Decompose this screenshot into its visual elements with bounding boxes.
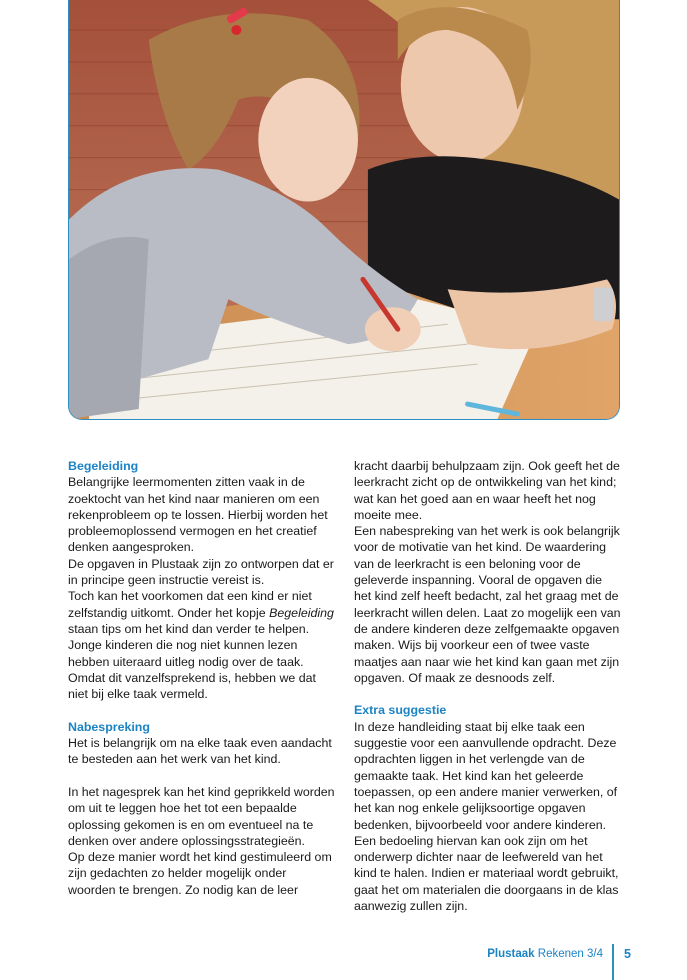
right-column [354,458,622,914]
paragraph: Op deze manier wordt het kind gestimuleerd om zijn gedachten zo helder mogelijk onder woorden te brengen. Zo nodig kan de leer [68,850,332,897]
paragraph: kracht daarbij behulpzaam zijn. Ook geeft het de leerkracht zicht op de ontwikkeling van het kind; wat kan het goed aan en waar heeft het nog moeite mee. [354,459,620,522]
paragraph: Jonge kinderen die nog niet kunnen lezen hebben uiteraard uitleg nodig over de taak. Omdat dit vanzelfsprekend is, hebben we dat niet bij elke taak vermeld. [68,638,316,702]
paragraph: In het nagesprek kan het kind geprikkeld worden om uit te leggen hoe het tot een bepaalde oplossing gekomen is en om eventueel na te denken over andere oplossingsstrategieën. [68,784,335,848]
photo-teacher-child-icon [69,0,619,419]
paragraph: Een nabespreking van het werk is ook belangrijk voor de motivatie van het kind. De waardering van de leerkracht is een beloning voor de geleverde inspanning. Vooral de opgaven die het kind zelf heeft bedacht, zal het graag met de leerkracht willen delen. Laat zo mogelijk een van de andere kinderen deze zelfgemaakte opgaven maken. Wijs bij voorkeur een of twee vaste maatjes aan naar wie het kind kan gaan met zijn opgaven. Of maak ze desnoods zelf. [354,524,621,685]
paragraph: In deze handleiding staat bij elke taak een suggestie voor een aanvullende opdracht. Deze opdrachten liggen in het verlengde van de gemaakte taak. Het kind kan het geleerde toepassen, op een andere manier verwerken, of het kan nog enkele gelijksoortige opgaven bedenken, bijvoorbeeld voor andere kinderen. Een bedoeling hiervan kan ook zijn om het onderwerp dichter naar de leefwereld van het kind te halen. Indien er materiaal wordt gebruikt, gaat het om materialen die doorgaans in de klas aanwezig zullen zijn. [354,719,619,914]
paragraph [68,588,336,637]
footer-divider [612,944,614,980]
heading-begeleiding: Begeleiding [68,459,139,473]
left-column [68,458,336,898]
footer-title [487,948,603,960]
paragraph: Het is belangrijk om na elke taak even aandacht te besteden aan het werk van het kind. [68,736,332,767]
footer-brand: Plustaak [487,948,535,960]
heading-extra-suggestie: Extra suggestie [354,703,447,718]
paragraph-text: Toch kan het voorkomen dat een kind er niet zelfstandig uitkomt. Onder het kopje [68,589,312,620]
emphasis-begeleiding: Begeleiding [269,605,334,620]
paragraph: Belangrijke leermomenten zitten vaak in de zoektocht van het kind naar manieren om een rekenprobleem op te lossen. Hierbij worden het probleemoplossend vermogen en het creatief denken aangesproken. [68,475,328,555]
paragraph: De opgaven in Plustaak zijn zo ontworpen dat er in principe geen instructie vereist is. [68,556,334,588]
paragraph-text: staan tips om het kind dan verder te helpen. [68,621,310,636]
page-number: 5 [624,947,631,961]
header-photo [68,0,620,420]
heading-nabespreking: Nabespreking [68,719,150,734]
footer-subtitle: Rekenen 3/4 [534,948,603,960]
